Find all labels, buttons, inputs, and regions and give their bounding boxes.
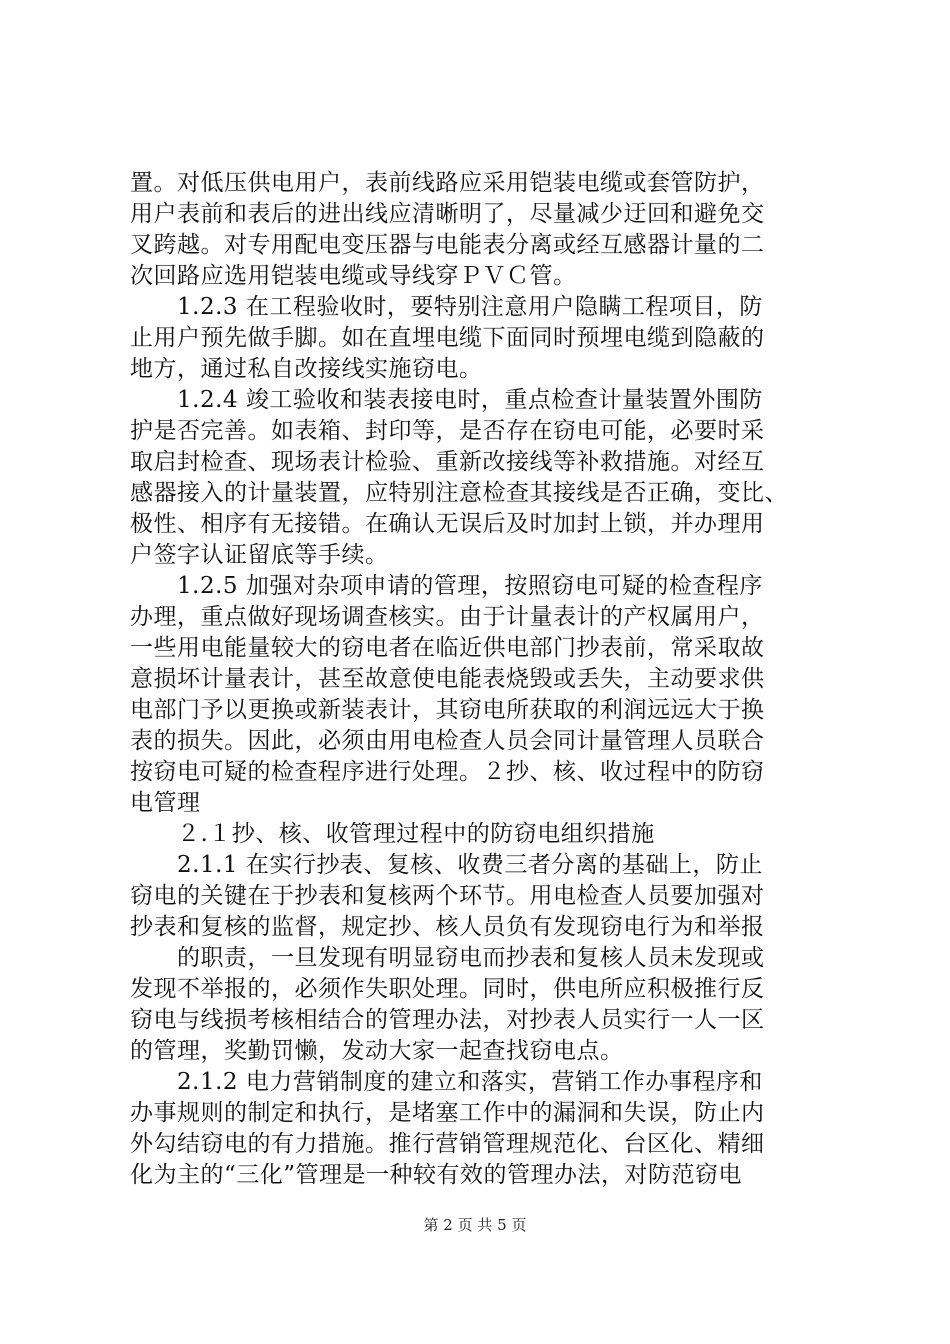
text-line: 发现不举报的，必须作失职处理。同时，供电所应积极推行反 [130,976,765,1002]
text-line: 1.2.4 竣工验收和装表接电时，重点检查计量装置外围防 [130,387,763,413]
text-line: 窃电与线损考核相结合的管理办法，对抄表人员实行一人一区 [130,1007,765,1033]
page-number-label: 第 2 页 共 5 页 [423,1216,527,1234]
text-line: 2.1.2 电力营销制度的建立和落实，营销工作办事程序和 [130,1069,763,1095]
text-line: 外勾结窃电的有力措施。推行营销管理规范化、台区化、精细 [130,1131,765,1157]
text-line: 办事规则的制定和执行，是堵塞工作中的漏洞和失误，防止内 [130,1100,765,1126]
text-line: 护是否完善。如表箱、封印等，是否存在窃电可能，必要时采 [130,418,765,444]
text-line: 电管理 [130,790,201,816]
text-line: 2.1.1 在实行抄表、复核、收费三者分离的基础上，防止 [130,852,763,878]
text-line: 按窃电可疑的检查程序进行处理。２抄、核、收过程中的防窃 [130,759,765,785]
text-line: 窃电的关键在于抄表和复核两个环节。用电检查人员要加强对 [130,883,765,909]
text-line: 次回路应选用铠装电缆或导线穿ＰＶＣ管。 [130,263,577,289]
text-line: 1.2.3 在工程验收时，要特别注意用户隐瞒工程项目，防 [130,294,763,320]
text-line: 地方，通过私自改接线实施窃电。 [130,356,483,382]
text-line: 止用户预先做手脚。如在直埋电缆下面同时预埋电缆到隐蔽的 [130,325,765,351]
text-line: 极性、相序有无接错。在确认无误后及时加封上锁，并办理用 [130,511,765,537]
text-line: 户签字认证留底等手续。 [130,542,389,568]
text-line: 办理，重点做好现场调查核实。由于计量表计的产权属用户， [130,604,765,630]
text-line: 化为主的“三化”管理是一种较有效的管理办法，对防范窃电 [130,1162,743,1188]
text-line: 的管理，奖勤罚懒，发动大家一起查找窃电点。 [130,1038,624,1064]
document-body [130,168,830,1191]
text-line: 置。对低压供电用户，表前线路应采用铠装电缆或套管防护， [130,170,765,196]
text-line: 一些用电能量较大的窃电者在临近供电部门抄表前，常采取故 [130,635,765,661]
text-line: 用户表前和表后的进出线应清晰明了，尽量减少迂回和避免交 [130,201,765,227]
page-footer [0,1214,950,1235]
text-line: 叉跨越。对专用配电变压器与电能表分离或经互感器计量的二 [130,232,765,258]
text-line: 的职责，一旦发现有明显窃电而抄表和复核人员未发现或 [130,945,765,971]
text-line: 抄表和复核的监督，规定抄、核人员负有发现窃电行为和举报 [130,914,765,940]
text-line: 电部门予以更换或新装表计，其窃电所获取的利润远远大于换 [130,697,765,723]
text-line: 表的损失。因此，必须由用电检查人员会同计量管理人员联合 [130,728,765,754]
text-line: 取启封检查、现场表计检验、重新改接线等补救措施。对经互 [130,449,765,475]
text-line: 1.2.5 加强对杂项申请的管理，按照窃电可疑的检查程序 [130,573,763,599]
text-line: 感器接入的计量装置，应特别注意检查其接线是否正确，变比、 [130,480,788,506]
text-line: ２.１抄、核、收管理过程中的防窃电组织措施 [130,821,655,847]
text-line: 意损坏计量表计，甚至故意使电能表烧毁或丢失，主动要求供 [130,666,765,692]
